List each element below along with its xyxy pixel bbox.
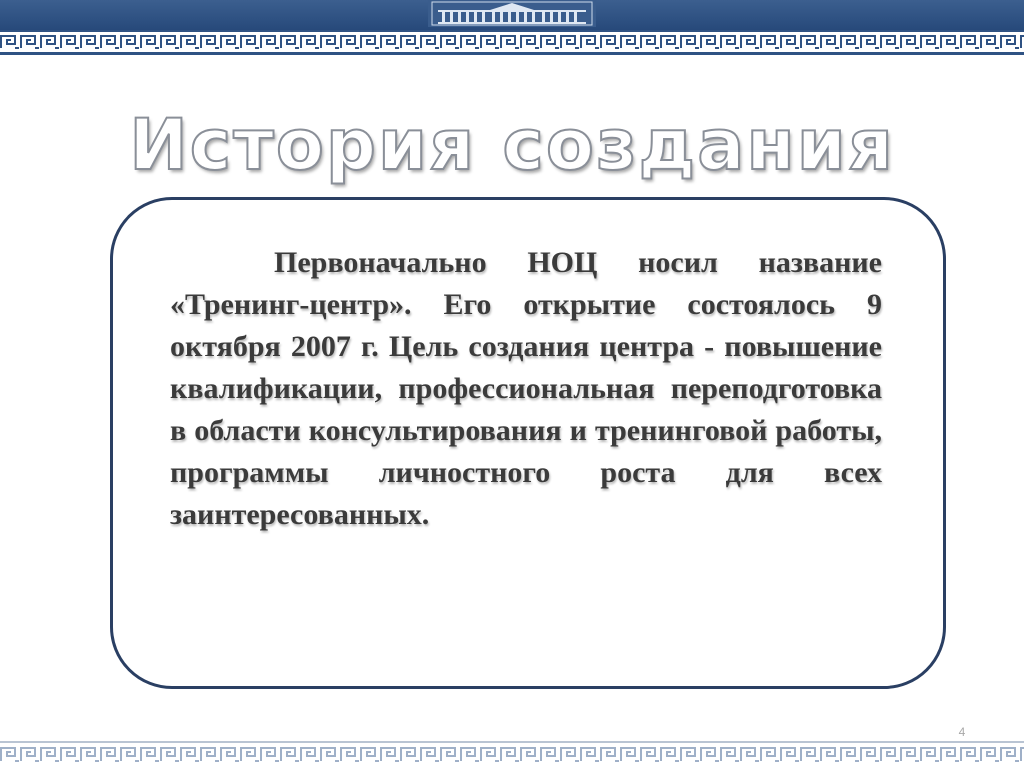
page-number: 4 [958, 725, 966, 739]
body-paragraph: Первоначально НОЦ носил название «Тренинг-центр». Его открытие состоялось 9 октября 2007 г. Цель создания центра - повышение квалификации, профессиональная переподготовка в области консультирования и тренинговой работы, программы личностного роста для всех заинтересованных. [170, 246, 882, 531]
header-band [0, 0, 1024, 30]
greek-key-border-bottom [0, 741, 1024, 767]
slide-title: История создания [129, 104, 895, 186]
greek-key-border-top [0, 30, 1024, 55]
building-facade-icon [428, 0, 596, 27]
